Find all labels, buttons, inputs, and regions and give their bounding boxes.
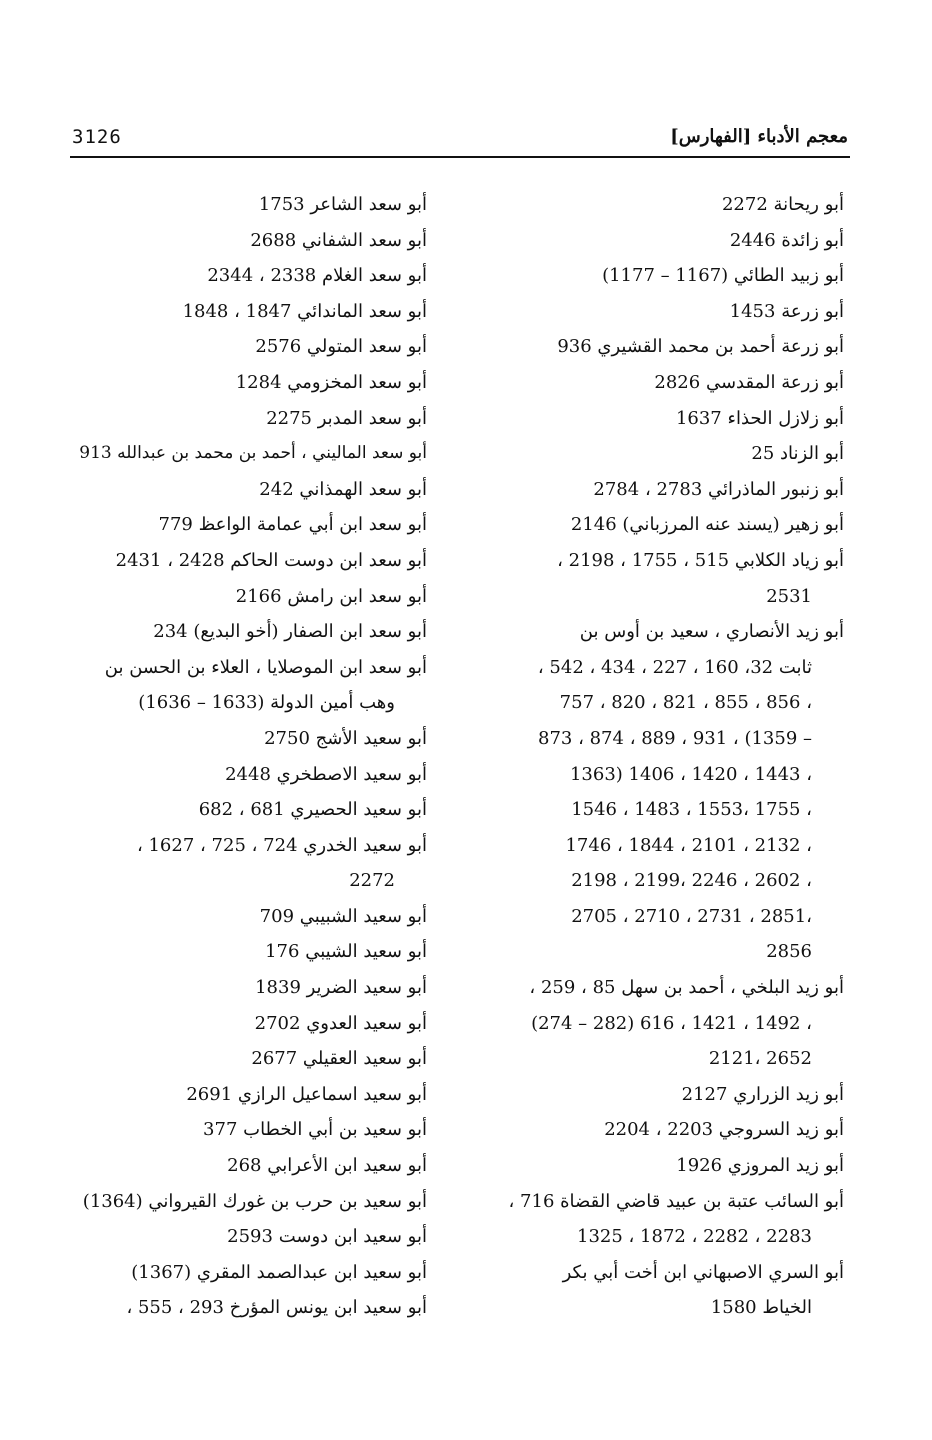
index-entry: أبو سعيد الشيبي 176: [265, 941, 427, 963]
index-entry: أبو سعيد الخدري 724 ، 725 ، 1627 ،: [136, 834, 427, 856]
index-entry-continuation: وهب أمين الدولة (1633 – 1636): [138, 692, 395, 714]
index-entry: أبو زيد السروجي 2203 ، 2204: [604, 1119, 844, 1141]
index-entry: أبو سعيد العقيلي 2677: [251, 1048, 427, 1070]
index-entry: أبو سعد ابن رامش 2166: [235, 585, 427, 607]
index-entry: أبو زيد الأنصاري ، سعيد بن أوس بن: [579, 621, 844, 643]
index-column-left: [71, 187, 427, 1326]
index-entry: أبو سعد الغلام 2338 ، 2344: [207, 265, 427, 287]
index-entry: أبو سعيد الأشج 2750: [264, 727, 427, 749]
index-entry-continuation: 1325 ، 1872 ، 2282 ، 2283: [577, 1226, 812, 1248]
index-entry: أبو سعيد ابن الأعرابي 268: [227, 1155, 427, 1177]
index-entry-continuation: 1546 ، 1483 ، 1553، 1755 ،: [571, 799, 812, 821]
page-header: [70, 122, 850, 158]
index-entry: أبو زرعة أحمد بن محمد القشيري 936: [557, 336, 844, 358]
index-entry: أبو سعيد الضرير 1839: [255, 977, 427, 999]
index-entry: أبو سعيد الشبيبي 709: [259, 905, 427, 927]
index-entry: أبو سعد ابن الموصلايا ، العلاء بن الحسن بن: [104, 656, 427, 678]
index-entry: أبو سعد الشفاني 2688: [250, 229, 427, 251]
index-entry: أبو سعد المدبر 2275: [266, 407, 427, 429]
index-entry: أبو سعد الشاعر 1753: [258, 194, 427, 215]
index-entry: أبو زيد المروزي 1926: [676, 1155, 844, 1177]
index-entry: أبو سعد الماندائي 1847 ، 1848: [182, 300, 427, 322]
index-entry: أبو زائدة 2446: [729, 229, 844, 251]
index-entry: أبو سعيد بن حرب بن غورك القيرواني (1364): [82, 1190, 427, 1212]
index-entry: أبو سعيد ابن دوست 2593: [227, 1226, 427, 1248]
index-entry: أبو سعد المتولي 2576: [255, 336, 427, 358]
index-entry-continuation: 2272: [349, 870, 395, 892]
index-entry: أبو سعيد ابن يونس المؤرخ 293 ، 555 ،: [126, 1297, 427, 1319]
index-entry-continuation: ثابت 32، 160 ، 227 ، 434 ، 542 ،: [537, 656, 812, 678]
index-entry: أبو سعد الهمذاني 242: [259, 478, 427, 500]
index-entry-continuation: 873 ، 874 ، 889 ، 931 ، (1359 –: [538, 727, 812, 749]
index-entry: أبو الزناد 25: [751, 443, 844, 465]
index-entry: أبو سعد ابن أبي عمامة الواعظ 779: [158, 514, 427, 536]
index-entry: أبو زيد الزراري 2127: [681, 1083, 844, 1105]
index-entry: أبو زرعة المقدسي 2826: [654, 371, 844, 393]
index-entry-continuation: 2531: [766, 585, 812, 607]
index-entry: أبو سعيد ابن عبدالصمد المقري (1367): [131, 1261, 427, 1283]
index-entry-continuation: الخياط 1580: [710, 1297, 812, 1319]
index-entry-continuation: 2705 ، 2710 ، 2731 ، 2851،: [571, 905, 812, 927]
index-entry: أبو سعد الماليني ، أحمد بن محمد بن عبدالله 913: [79, 443, 427, 464]
index-column-right: [488, 187, 844, 1326]
index-entry: أبو زرعة 1453: [729, 300, 844, 322]
index-entry: أبو زنبور الماذرائي 2783 ، 2784: [593, 478, 844, 500]
index-entry: أبو سعيد العدوي 2702: [254, 1012, 427, 1034]
index-entry: أبو السائب عتبة بن عبيد قاضي القضاة 716 ،: [508, 1190, 844, 1212]
index-entry: أبو سعيد الاصطخري 2448: [225, 763, 427, 785]
index-entry-continuation: 2856: [766, 941, 812, 963]
index-entry: أبو السري الاصبهاني ابن أخت أبي بكر: [562, 1261, 844, 1283]
index-entry: أبو سعد ابن دوست الحاكم 2428 ، 2431: [115, 549, 427, 571]
index-entry: أبو زيد البلخي ، أحمد بن سهل 85 ، 259 ،: [529, 977, 844, 999]
page-number: 3126: [72, 126, 122, 148]
index-entry-continuation: 757 ، 820 ، 821 ، 855 ، 856 ،: [559, 692, 812, 714]
index-entry: أبو ريحانة 2272: [721, 194, 844, 215]
index-entry: أبو سعيد اسماعيل الرازي 2691: [186, 1083, 427, 1105]
index-entry-continuation: 2198 ، 2199، 2246 ، 2602 ،: [571, 870, 812, 892]
index-entry: أبو سعد المخزومي 1284: [235, 371, 427, 393]
index-entry: أبو زياد الكلابي 515 ، 1755 ، 2198 ،: [557, 549, 844, 571]
index-entry-continuation: 2121، 2652: [708, 1048, 812, 1070]
index-entry-continuation: 1363) 1406 ، 1420 ، 1443 ،: [569, 763, 812, 785]
index-entry-continuation: (274 – 282) 616 ، 1421 ، 1492 ،: [531, 1012, 812, 1034]
index-entry: أبو سعيد الحصيري 681 ، 682: [198, 799, 427, 821]
index-entry: أبو زبيد الطائي (1167 – 1177): [602, 265, 844, 287]
index-entry: أبو زهير (يسند عنه المرزباني) 2146: [570, 514, 844, 536]
index-entry: أبو سعيد بن أبي الخطاب 377: [203, 1119, 427, 1141]
index-entry: أبو سعد ابن الصفار (أخو البديع) 234: [153, 621, 427, 643]
index-entry-continuation: 1746 ، 1844 ، 2101 ، 2132 ،: [565, 834, 812, 856]
running-title: معجم الأدباء [الفهارس]: [670, 126, 848, 147]
index-entry: أبو زلازل الحذاء 1637: [675, 407, 844, 429]
